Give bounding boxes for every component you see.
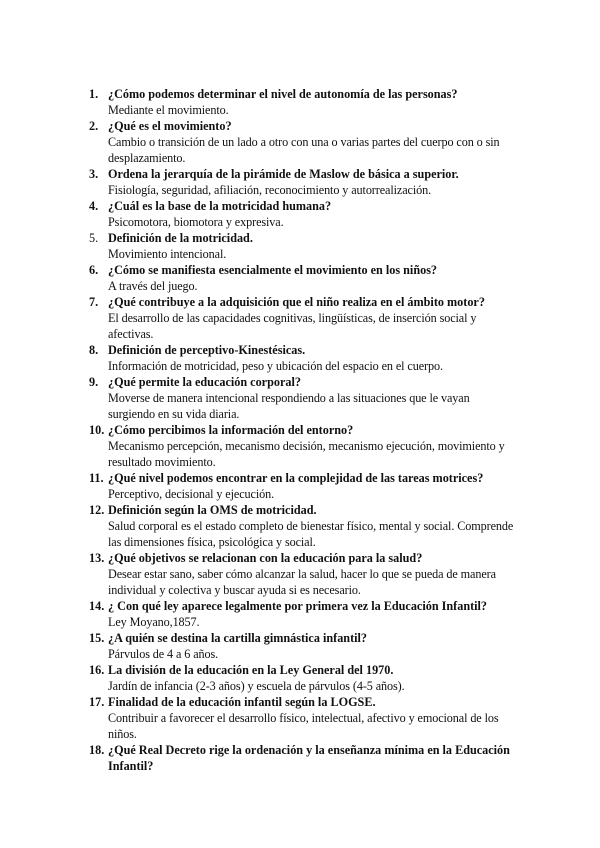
list-item bbox=[0, 470, 600, 502]
question-list bbox=[0, 86, 600, 774]
list-item bbox=[0, 166, 600, 198]
question-text: Definición de perceptivo-Kinestésicas. bbox=[108, 343, 306, 357]
answer-text: Ley Moyano,1857. bbox=[108, 615, 200, 629]
item-number: 8. bbox=[89, 343, 99, 357]
question-text: ¿Cuál es la base de la motricidad humana? bbox=[108, 199, 332, 213]
question-text: ¿Qué nivel podemos encontrar en la complejidad de las tareas motrices? bbox=[108, 471, 484, 485]
list-item bbox=[0, 230, 600, 262]
list-item bbox=[0, 598, 600, 630]
question-text: ¿A quién se destina la cartilla gimnástica infantil? bbox=[108, 631, 367, 645]
question-text: ¿Qué objetivos se relacionan con la educación para la salud? bbox=[108, 551, 423, 565]
question-text: Finalidad de la educación infantil según la LOGSE. bbox=[108, 695, 376, 709]
question-text: ¿Qué es el movimiento? bbox=[108, 119, 232, 133]
answer-text: Contribuir a favorecer el desarrollo físico, intelectual, afectivo y emocional de los niños. bbox=[108, 711, 499, 741]
list-item bbox=[0, 550, 600, 598]
answer-text: Salud corporal es el estado completo de bienestar físico, mental y social. Comprende las dimensiones física, psicológica y social. bbox=[108, 519, 514, 549]
item-number: 10. bbox=[89, 423, 105, 437]
answer-text: Movimiento intencional. bbox=[108, 247, 227, 261]
item-number: 15. bbox=[89, 631, 105, 645]
list-item bbox=[0, 422, 600, 470]
question-text: ¿Qué permite la educación corporal? bbox=[108, 375, 301, 389]
list-item bbox=[0, 342, 600, 374]
answer-text: Psicomotora, biomotora y expresiva. bbox=[108, 215, 284, 229]
item-number: 4. bbox=[89, 199, 99, 213]
item-number: 17. bbox=[89, 695, 105, 709]
item-number: 9. bbox=[89, 375, 99, 389]
list-item bbox=[0, 694, 600, 742]
list-item bbox=[0, 630, 600, 662]
item-number: 13. bbox=[89, 551, 105, 565]
answer-text: Desear estar sano, saber cómo alcanzar la salud, hacer lo que se pueda de manera individual y colectiva y buscar ayuda si es necesario. bbox=[108, 567, 496, 597]
item-number: 7. bbox=[89, 295, 99, 309]
item-number: 12. bbox=[89, 503, 105, 517]
answer-text: Cambio o transición de un lado a otro con una o varias partes del cuerpo con o sin desplazamiento. bbox=[108, 135, 500, 165]
list-item bbox=[0, 502, 600, 550]
answer-text: Perceptivo, decisional y ejecución. bbox=[108, 487, 275, 501]
list-item bbox=[0, 374, 600, 422]
answer-text: Mecanismo percepción, mecanismo decisión, mecanismo ejecución, movimiento y resultado movimiento. bbox=[108, 439, 505, 469]
list-item bbox=[0, 662, 600, 694]
question-text: ¿Qué contribuye a la adquisición que el niño realiza en el ámbito motor? bbox=[108, 295, 485, 309]
answer-text: El desarrollo de las capacidades cognitivas, lingüísticas, de inserción social y afectivas. bbox=[108, 311, 477, 341]
answer-text: A través del juego. bbox=[108, 279, 198, 293]
question-text: Ordena la jerarquía de la pirámide de Maslow de básica a superior. bbox=[108, 167, 459, 181]
answer-text: Párvulos de 4 a 6 años. bbox=[108, 647, 219, 661]
item-number: 2. bbox=[89, 119, 99, 133]
item-number: 3. bbox=[89, 167, 99, 181]
question-text: ¿Qué Real Decreto rige la ordenación y la enseñanza mínima en la Educación Infantil? bbox=[108, 743, 510, 773]
item-number: 18. bbox=[89, 743, 105, 757]
item-number: 1. bbox=[89, 87, 99, 101]
question-text: Definición de la motricidad. bbox=[108, 231, 253, 245]
item-number: 16. bbox=[89, 663, 105, 677]
question-text: ¿Cómo podemos determinar el nivel de autonomía de las personas? bbox=[108, 87, 458, 101]
list-item bbox=[0, 118, 600, 166]
list-item bbox=[0, 294, 600, 342]
answer-text: Mediante el movimiento. bbox=[108, 103, 229, 117]
item-number: 14. bbox=[89, 599, 105, 613]
list-item bbox=[0, 262, 600, 294]
item-number: 11. bbox=[89, 471, 104, 485]
question-text: La división de la educación en la Ley General del 1970. bbox=[108, 663, 394, 677]
question-text: ¿Cómo se manifiesta esencialmente el movimiento en los niños? bbox=[108, 263, 438, 277]
item-number: 6. bbox=[89, 263, 99, 277]
question-text: Definición según la OMS de motricidad. bbox=[108, 503, 317, 517]
item-number: 5. bbox=[89, 231, 99, 245]
question-text: ¿ Con qué ley aparece legalmente por primera vez la Educación Infantil? bbox=[108, 599, 488, 613]
answer-text: Fisiología, seguridad, afiliación, reconocimiento y autorrealización. bbox=[108, 183, 432, 197]
answer-text: Moverse de manera intencional respondiendo a las situaciones que le vayan surgiendo en su vida diaria. bbox=[108, 391, 470, 421]
list-item bbox=[0, 86, 600, 118]
question-text: ¿Cómo percibimos la información del entorno? bbox=[108, 423, 354, 437]
list-item bbox=[0, 198, 600, 230]
answer-text: Información de motricidad, peso y ubicación del espacio en el cuerpo. bbox=[108, 359, 443, 373]
answer-text: Jardín de infancia (2-3 años) y escuela de párvulos (4-5 años). bbox=[108, 679, 405, 693]
list-item bbox=[0, 742, 600, 774]
